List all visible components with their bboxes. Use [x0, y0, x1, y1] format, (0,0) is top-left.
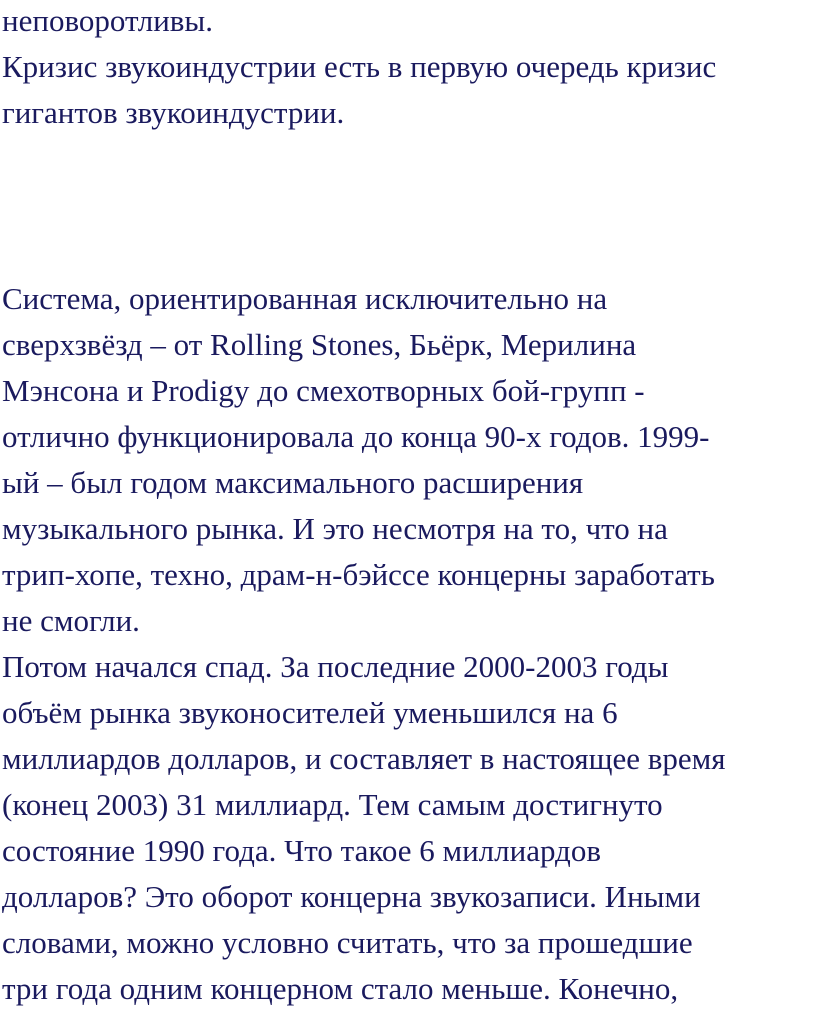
text-line: долларов? Это оборот концерна звукозаписи. Иными: [2, 879, 701, 914]
text-line: состояние 1990 года. Что такое 6 миллиардов: [2, 833, 601, 868]
paragraph-main: [2, 276, 814, 1012]
text-line: объём рынка звуконосителей уменьшился на 6: [2, 695, 618, 730]
text-line: музыкального рынка. И это несмотря на то, что на: [2, 511, 668, 546]
text-line: миллиардов долларов, и составляет в настоящее время: [2, 741, 726, 776]
text-line: ый – был годом максимального расширения: [2, 465, 584, 500]
text-line: сверхзвёзд – от Rolling Stones, Бьёрк, Мерилина: [2, 327, 637, 362]
text-line: три года одним концерном стало меньше. Конечно,: [2, 971, 679, 1006]
text-line: неповоротливы.: [2, 3, 214, 38]
text-line: гигантов звукоиндустрии.: [2, 95, 345, 130]
text-line: Кризис звукоиндустрии есть в первую очередь кризис: [2, 49, 717, 84]
paragraph-top: [2, 0, 814, 136]
text-line: Потом начался спад. За последние 2000-2003 годы: [2, 649, 669, 684]
text-line: Система, ориентированная исключительно на: [2, 281, 608, 316]
text-line: Мэнсона и Prodigy до смехотворных бой-групп -: [2, 373, 645, 408]
text-line: отлично функционировала до конца 90-х годов. 1999-: [2, 419, 710, 454]
text-line: трип-хопе, техно, драм-н-бэйссе концерны заработать: [2, 557, 715, 592]
text-line: (конец 2003) 31 миллиард. Тем самым достигнуто: [2, 787, 663, 822]
text-line: не смогли.: [2, 603, 140, 638]
text-line: словами, можно условно считать, что за прошедшие: [2, 925, 693, 960]
